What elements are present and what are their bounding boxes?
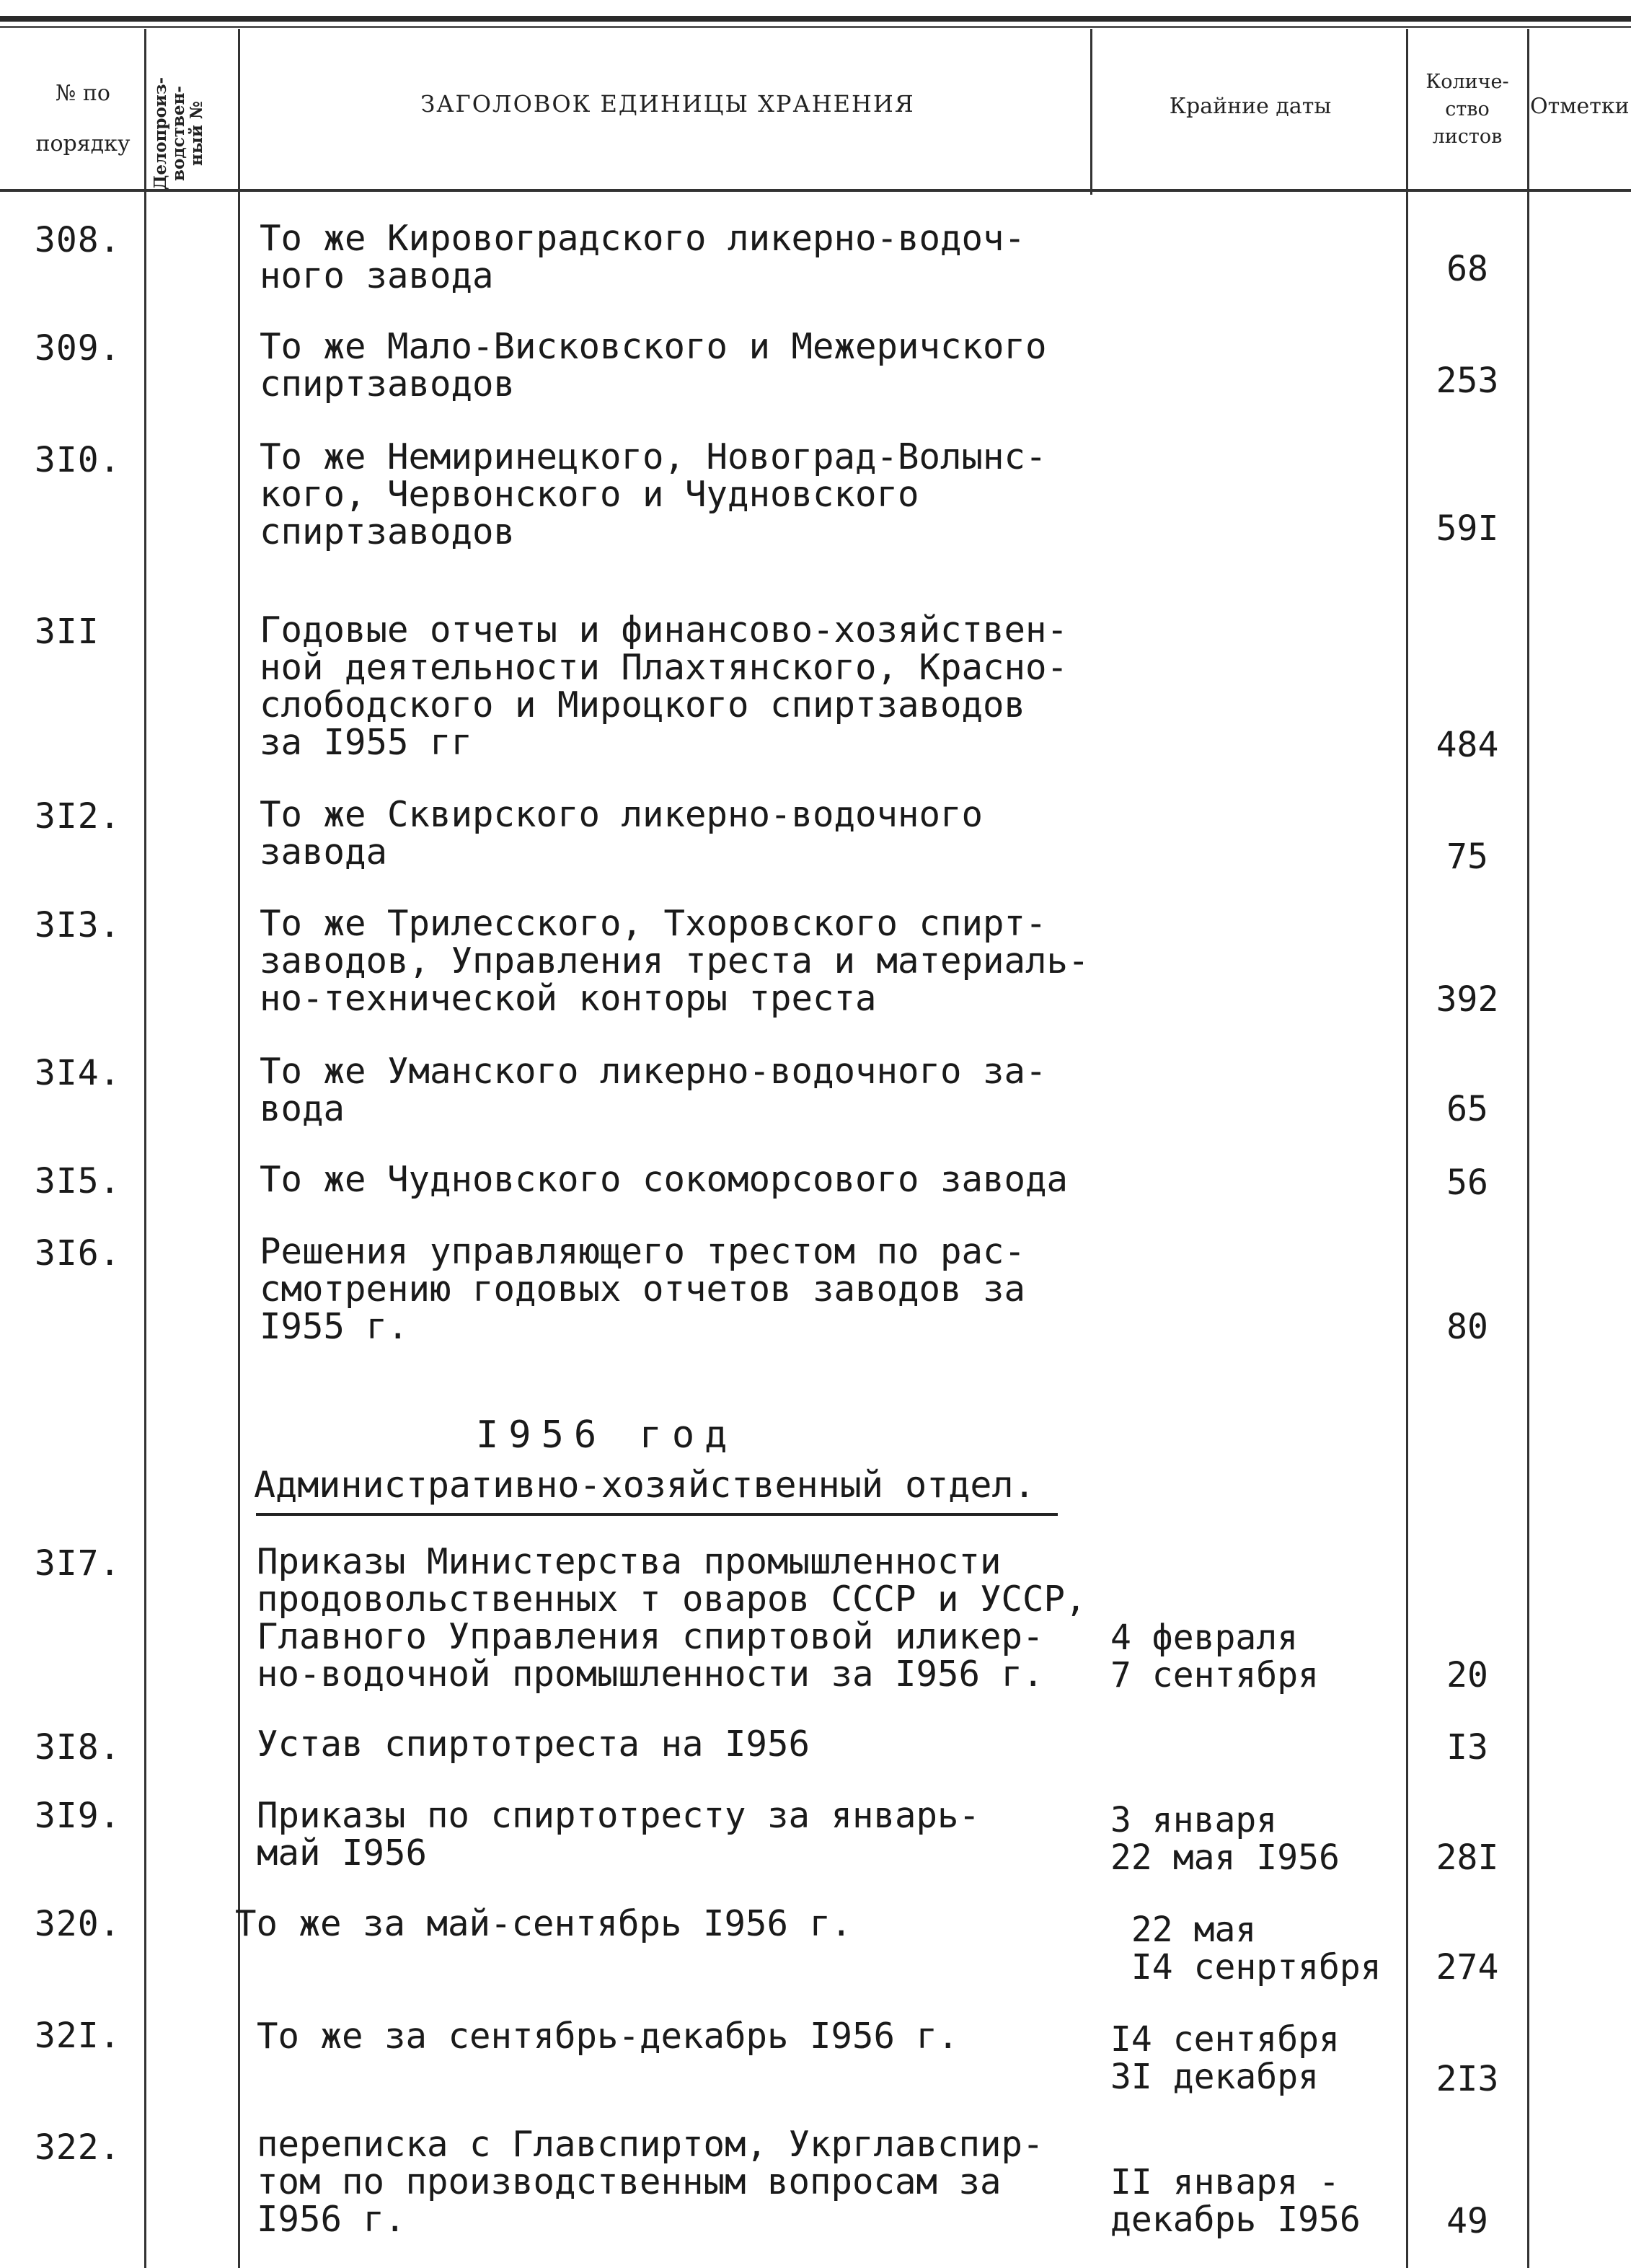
row-title: Приказы по спиртотресту за январь- май I956 [257,1795,981,1874]
row-sheet-count: 392 [1436,979,1499,1020]
column-header-delo: Делопроиз-водствен-ный № [151,76,206,190]
row-sheet-count: 65 [1446,1089,1488,1129]
column-header-marks: Отметки [1530,94,1630,119]
row-title: То же за май-сентябрь I956 г. [235,1903,852,1944]
column-divider [1527,29,1529,2268]
row-sheet-count: 484 [1436,725,1499,765]
row-number: 3I8. [35,1727,121,1768]
row-sheet-count: 75 [1446,837,1488,877]
row-dates: II января - декабрь I956 [1110,2162,1361,2240]
row-sheet-count: 56 [1446,1162,1488,1203]
row-sheet-count: 49 [1446,2201,1488,2241]
row-dates: 3 января 22 мая I956 [1110,1800,1340,1878]
top-rule-thin [0,26,1631,28]
column-divider [144,29,146,2268]
row-sheet-count: 80 [1446,1307,1488,1347]
top-rule [0,16,1631,22]
row-number: 3I4. [35,1053,121,1093]
row-number: 320. [35,1904,121,1944]
column-header-number: № по порядку [35,81,131,156]
row-number: 3I0. [35,440,121,480]
department-underline [256,1513,1058,1516]
row-dates: 4 февраля 7 сентября [1110,1618,1319,1695]
row-number: 309. [35,328,121,369]
row-title: То же Чудновского сокоморсового завода [260,1159,1069,1200]
row-sheet-count: 2I3 [1436,2059,1499,2099]
row-title: То же за сентябрь-декабрь I956 г. [257,2016,959,2057]
row-sheet-count: 68 [1446,249,1488,289]
row-number: 3I7. [35,1543,121,1584]
row-title: То же Трилесского, Тхоровского спирт- заводов, Управления треста и материаль- но-технической конторы треста [260,903,1089,1019]
row-title: Решения управляющего трестом по рас- смотрению годовых отчетов заводов за I955 г. [260,1231,1026,1347]
row-number: 3I5. [35,1161,121,1201]
row-sheet-count: 20 [1446,1655,1488,1695]
section-department-heading: Административно-хозяйственный отдел. [254,1464,1035,1506]
row-number: 322. [35,2127,121,2168]
row-dates: 22 мая I4 сенртября [1131,1910,1382,1987]
row-sheet-count: 28I [1436,1837,1499,1878]
row-title: То же Уманского ликерно-водочного за- вода [260,1051,1047,1129]
section-year-heading: I956 год [476,1413,738,1457]
row-title: Устав спиртотреста на I956 [257,1724,810,1765]
row-number: 3I6. [35,1233,121,1274]
column-header-sheet-count: Количе-ство листов [1426,71,1509,148]
row-number: 32I. [35,2016,121,2056]
row-sheet-count: I3 [1446,1727,1488,1768]
row-title: Годовые отчеты и финансово-хозяйствен- ной деятельности Плахтянского, Красно- слободского и Мироцкого спиртзаводов за I955 гг [260,609,1069,763]
row-title: То же Сквирского ликерно-водочного завода [260,794,984,873]
row-number: 3I9. [35,1796,121,1836]
row-number: 3I2. [35,796,121,837]
row-number: 3II [35,612,100,652]
header-rule [0,189,1631,192]
row-dates: I4 сентября 3I декабря [1110,2019,1340,2097]
row-title: Приказы Министерства промышленности продовольственных т оваров СССР и УССР, Главного Управления спиртовой иликер- но-водочной промышленности за I956 г. [257,1541,1087,1695]
column-header-dates: Крайние даты [1169,94,1332,119]
row-sheet-count: 59I [1436,508,1499,549]
row-title: То же Кировоградского ликерно-водоч- ного завода [260,218,1026,296]
row-sheet-count: 274 [1436,1947,1499,1987]
row-title: То же Немиринецкого, Новоград-Волынс- кого, Червонского и Чудновского спиртзаводов [260,436,1047,552]
column-header-title: ЗАГОЛОВОК ЕДИНИЦЫ ХРАНЕНИЯ [420,90,915,118]
row-number: 3I3. [35,905,121,945]
row-number: 308. [35,220,121,260]
row-sheet-count: 253 [1436,361,1499,401]
row-title: То же Мало-Висковского и Межеричского спиртзаводов [260,326,1047,405]
row-title: переписка с Главспиртом, Укрглавспир- том по производственным вопросам за I956 г. [257,2124,1044,2240]
